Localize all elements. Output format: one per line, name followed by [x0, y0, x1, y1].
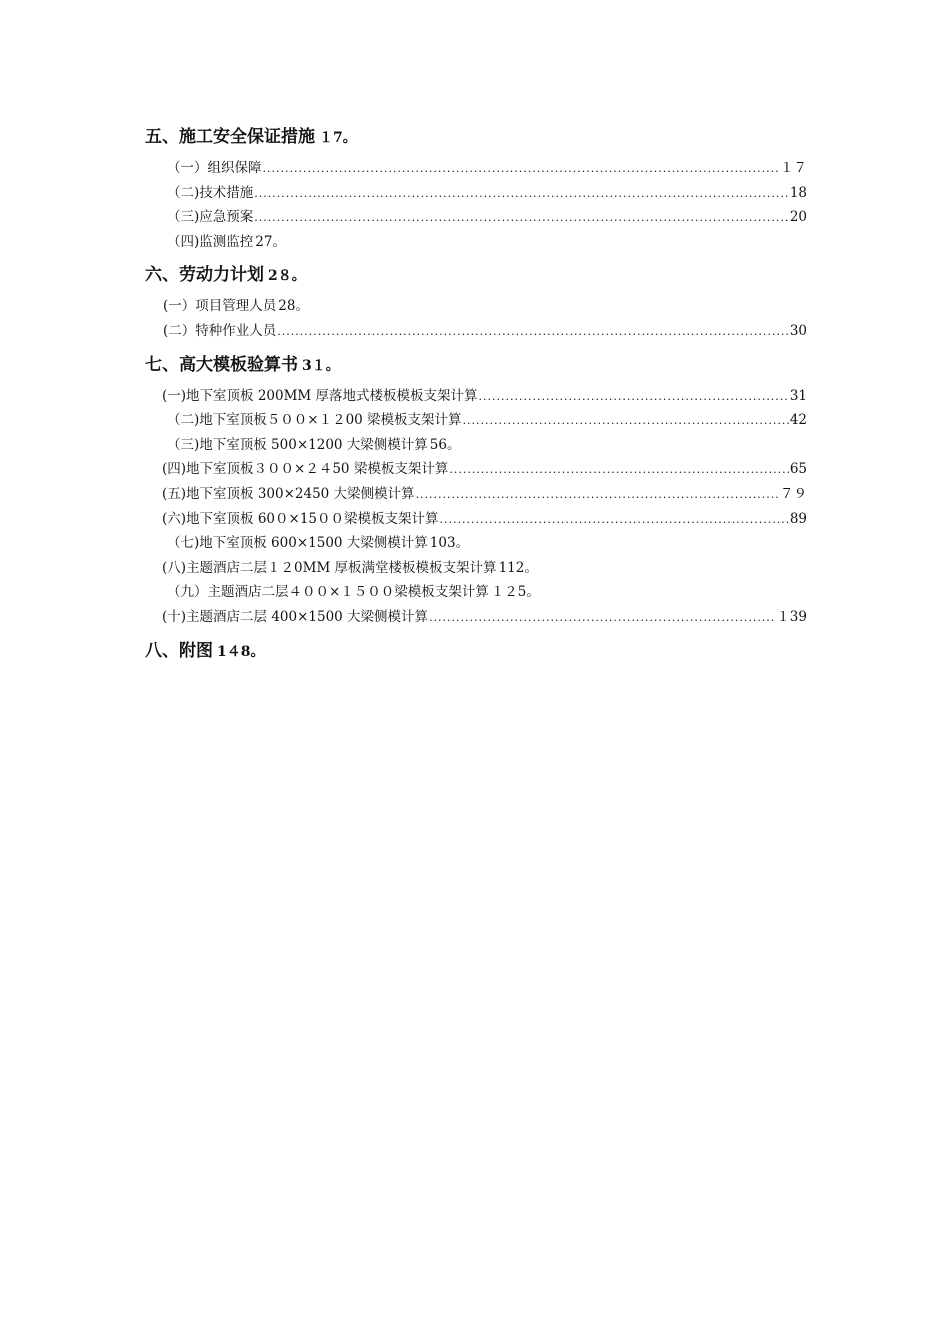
toc-entry[interactable]: [145, 205, 807, 230]
toc-entry-page: 89: [789, 510, 807, 527]
toc-entry[interactable]: [145, 294, 807, 319]
toc-entry-page: ７９: [780, 485, 807, 502]
dot-leader: [449, 458, 788, 483]
toc-entry[interactable]: [145, 384, 807, 409]
toc-entry[interactable]: [145, 408, 807, 433]
toc-entry-label: (二）特种作业人员: [163, 322, 277, 339]
toc-entry[interactable]: [145, 457, 807, 482]
toc-entry-label: （四)监测监控: [167, 233, 254, 250]
toc-entry-page: １39: [776, 608, 807, 625]
toc-entry-label: （七)地下室顶板 600×1500 大梁侧模计算: [167, 535, 428, 552]
toc-entry-page: 18: [789, 184, 807, 201]
toc-section-title: 五、施工安全保证措施: [145, 127, 315, 147]
dot-leader: [440, 508, 789, 533]
dot-leader: [416, 483, 779, 508]
toc-entry-page: １２5｡: [490, 584, 534, 601]
toc-entry-label: （二)技术措施: [167, 184, 254, 201]
toc-entry-label: (一）项目管理人员: [163, 298, 277, 315]
dot-leader: [254, 182, 789, 207]
toc-entry[interactable]: [145, 580, 807, 605]
toc-section-5[interactable]: [145, 124, 807, 150]
dot-leader: [463, 409, 789, 434]
dot-leader: [263, 157, 780, 182]
toc-entry[interactable]: [145, 482, 807, 507]
toc-entry[interactable]: [145, 556, 807, 581]
toc-entry-page: 112｡: [498, 559, 532, 576]
dot-leader: [277, 320, 789, 345]
toc-entry[interactable]: [145, 181, 807, 206]
toc-entry-page: １７: [780, 160, 807, 176]
toc-entry-page: 27｡: [255, 233, 280, 250]
toc-entry-label: (四)地下室顶板３００×２４50 梁模板支架计算: [162, 461, 449, 478]
toc-entry-label: (一)地下室顶板 200MM 厚落地式楼板模板支架计算: [162, 387, 478, 404]
toc-entry-label: （二)地下室顶板５００×１２00 梁模板支架计算: [167, 412, 462, 429]
toc-entry-label: （九）主题酒店二层４００×１５００梁模板支架计算: [167, 584, 489, 601]
toc-entry[interactable]: [145, 507, 807, 532]
toc-section-page: 2８｡: [268, 268, 299, 285]
toc-entry-label: (八)主题酒店二层１２0MM 厚板满堂楼板模板支架计算: [162, 559, 497, 576]
toc-section-page: 1４8｡: [217, 643, 258, 660]
toc-section-8[interactable]: [145, 638, 807, 664]
toc-section-page: １7｡: [319, 130, 350, 146]
toc-entry-page: 56｡: [429, 436, 454, 453]
toc-section-title: 七、高大模板验算书: [145, 354, 298, 375]
toc-entry[interactable]: [145, 531, 807, 556]
toc-section-title: 六、劳动力计划: [145, 265, 264, 286]
dot-leader: [429, 606, 775, 631]
toc-entry-page: 42: [789, 412, 807, 429]
toc-entry[interactable]: [145, 319, 807, 344]
dot-leader: [479, 385, 789, 410]
toc-entry-label: (五)地下室顶板 300×2450 大梁侧模计算: [162, 485, 415, 502]
toc-entry-page: 103｡: [429, 535, 463, 552]
toc-entry[interactable]: [145, 433, 807, 458]
toc-entry-page: 30: [789, 322, 807, 339]
dot-leader: [254, 206, 789, 231]
toc-entry-label: (六)地下室顶板 60０×15００梁模板支架计算: [162, 510, 439, 527]
toc-entry-label: （三)应急预案: [167, 209, 254, 226]
toc-entry-page: 28｡: [278, 298, 303, 315]
toc-entry[interactable]: [145, 230, 807, 255]
toc-section-page: 3１｡: [302, 357, 333, 374]
toc-entry-label: (十)主题酒店二层 400×1500 大梁侧模计算: [162, 608, 429, 625]
toc-entry[interactable]: [145, 605, 807, 630]
toc-section-6[interactable]: [145, 262, 807, 288]
toc-entry-page: 65: [789, 461, 807, 478]
toc-entry-page: 20: [789, 209, 807, 226]
toc-entry-label: （一）组织保障: [167, 160, 262, 176]
table-of-contents: [145, 124, 807, 670]
toc-entry-page: 31: [789, 387, 807, 404]
toc-section-7[interactable]: [145, 352, 807, 378]
toc-entry-label: （三)地下室顶板 500×1200 大梁侧模计算: [167, 436, 428, 453]
toc-section-title: 八、附图: [145, 640, 213, 661]
toc-entry[interactable]: [145, 156, 807, 181]
